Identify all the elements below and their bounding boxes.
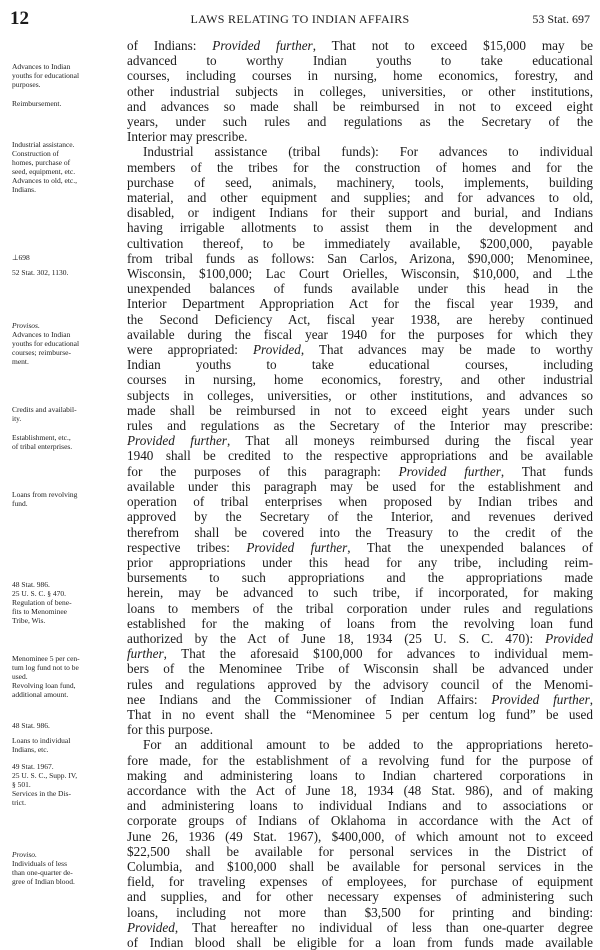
margin-note-line: courses; reimburse- — [12, 348, 71, 357]
body-line: of Indians: Provided further, That not to exceed $15,000 may be — [127, 38, 593, 53]
margin-note-line: homes, purchase of — [12, 158, 71, 167]
body-line: Industrial assistance (tribal funds): For advances to individual — [143, 144, 593, 160]
margin-note-line: youths for educational — [12, 339, 80, 348]
body-line: loans to members of the tribal corporation under rules and regulations — [127, 600, 593, 616]
body-line: years, under such rules and regulations as the Secretary of the — [127, 114, 593, 130]
margin-note-line: of tribal enterprises. — [12, 442, 73, 451]
margin-note-line: ⊥698 — [12, 253, 30, 262]
statute-reference: 53 Stat. 697 — [532, 12, 590, 26]
body-line: made shall be reimbursed in not to exceed eight years under such — [127, 402, 593, 418]
body-line: of Indian blood shall be eligible for a loan from funds made available — [127, 934, 593, 950]
margin-note-line: ment. — [12, 357, 29, 366]
body-line: further, That the aforesaid $100,000 for advances to individual mem- — [127, 646, 593, 662]
body-line: Interior may prescribe. — [127, 129, 248, 145]
margin-note-line: Industrial assistance. — [12, 140, 75, 149]
margin-note — [4, 62, 112, 89]
margin-note-line: Regulation of bene- — [12, 598, 72, 607]
body-line: cultivation thereof, to be immediately available, $200,000, payable — [127, 235, 593, 251]
margin-note-line: seed, equipment, etc. — [12, 167, 76, 176]
body-line: and supplies, and for other necessary expenses of administering such — [127, 889, 593, 905]
margin-note-line: Provisos. — [12, 321, 40, 330]
margin-note-line: 48 Stat. 986. — [12, 580, 50, 589]
body-line: available during the fiscal year 1940 for the purposes for which they — [127, 326, 593, 342]
margin-note-line: used. — [12, 672, 28, 681]
body-line: rules and regulations approved by the advisory council of the Menomi- — [127, 676, 593, 692]
margin-note — [4, 268, 112, 277]
body-line: material, and other equipment and supplies; and for advances to old, — [127, 190, 593, 206]
margin-note-line: 25 U. S. C. § 470. — [12, 589, 66, 598]
body-line: and administering loans to individual Indians and to associations or — [127, 798, 593, 814]
margin-note — [4, 99, 112, 108]
margin-note-line: fund. — [12, 499, 28, 508]
body-line: subjects in colleges, universities, or other institutions, and advances so — [127, 387, 593, 403]
page-header — [10, 8, 590, 28]
body-line: herein, may be advanced to such tribe, if incorporated, for making — [127, 585, 593, 601]
margin-note-line: Proviso. — [12, 850, 37, 859]
body-line: bers of the Menominee Tribe of Wisconsin shall be advanced under — [127, 661, 593, 677]
body-line: courses, including courses in nursing, home economics, forestry, and — [127, 68, 593, 84]
margin-note — [4, 762, 112, 807]
body-line: authorized by the Act of June 18, 1934 (25 U. S. C. 470): Provided — [127, 630, 593, 646]
body-line: 1940 shall be credited to the respective appropriations and be available — [127, 448, 593, 464]
body-line: unexpended balances of funds available under this head in the — [127, 281, 593, 297]
margin-note-line: Services in the Dis- — [12, 789, 71, 798]
margin-note — [4, 721, 112, 730]
margin-note-line: 48 Stat. 986. — [12, 721, 50, 730]
margin-note-line: Advances to Indian — [12, 330, 71, 339]
margin-note-line: Menominee 5 per cen- — [12, 654, 80, 663]
body-line: Interior Department Appropriation Act for the fiscal year 1939, and — [127, 296, 593, 312]
body-line: fore made, for the establishment of a revolving fund for the purpose of — [127, 752, 593, 768]
margin-note — [4, 736, 112, 754]
body-line: established for the making of loans from the revolving loan fund — [127, 615, 593, 631]
body-line: respective tribes: Provided further, That the unexpended balances of — [127, 539, 594, 555]
page-number: 12 — [10, 8, 29, 29]
margin-note — [4, 490, 112, 508]
body-line: advanced to worthy Indian youths to take educational — [127, 53, 593, 69]
body-line: field, for traveling expenses of employees, for purchase of equipment — [127, 874, 593, 890]
margin-note-line: Revolving loan fund, — [12, 681, 76, 690]
body-line: having irrigable allotments to assist them in the development and — [127, 220, 593, 236]
margin-note-line: trict. — [12, 798, 26, 807]
body-line: bursements to such appropriations and the appropriations made — [127, 570, 593, 586]
body-line: operation of tribal enterprises when proposed by Indian tribes and — [127, 494, 593, 510]
margin-note-line: Reimbursement. — [12, 99, 62, 108]
body-line: Wisconsin, $100,000; Lac Court Orielles, Wisconsin, $10,000, and ⊥the — [127, 266, 593, 282]
margin-note-line: Individuals of less — [12, 859, 67, 868]
margin-note-line: Indians, etc. — [12, 745, 49, 754]
margin-note-line: Construction of — [12, 149, 59, 158]
margin-note-line: purposes. — [12, 80, 41, 89]
body-line: therefrom shall be covered into the Treasury to the credit of the — [127, 524, 593, 540]
body-line: and advances so made shall be reimbursed in not to exceed eight — [127, 98, 593, 114]
body-line: making and administering loans to Indian chartered corporations in — [127, 767, 593, 783]
body-line: other industrial subjects in colleges, universities, or other institutions, — [127, 83, 593, 99]
body-line: approved by the Secretary of the Interior, and revenues derived — [127, 509, 593, 525]
body-line: from tribal funds as follows: San Carlos, Arizona, $90,000; Menominee, — [127, 250, 593, 266]
body-line: That in no event shall the “Menominee 5 per centum log fund” be used — [127, 706, 593, 722]
body-line: courses in nursing, home economics, forestry, and other industrial — [127, 372, 593, 388]
margin-note — [4, 140, 112, 194]
body-line: prior appropriations under this head for any tribe, including reim- — [127, 554, 593, 570]
body-line: were appropriated: Provided, That advances may be made to worthy — [127, 342, 593, 358]
running-title: LAWS RELATING TO INDIAN AFFAIRS — [190, 12, 410, 26]
body-line: disabled, or indigent Indians for their support and burial, and Indians — [127, 205, 593, 221]
body-line: accordance with the Act of June 18, 1934 (48 Stat. 986), and of making — [127, 782, 593, 798]
margin-note — [4, 321, 112, 366]
body-line: Indian youths to take educational courses, including — [127, 357, 593, 373]
body-line: rules and regulations as the Secretary of the Interior may prescribe: — [127, 418, 593, 434]
margin-note — [4, 253, 112, 262]
body-line: members of the tribes for the construction of homes and for the — [127, 159, 593, 175]
margin-note-line: tum log fund not to be — [12, 663, 79, 672]
margin-note-line: Indians. — [12, 185, 36, 194]
margin-note-line: Tribe, Wis. — [12, 616, 46, 625]
body-line: June 26, 1936 (49 Stat. 1967), $400,000, of which amount not to exceed — [127, 828, 593, 844]
body-line: the Second Deficiency Act, fiscal year 1938, are hereby continued — [127, 311, 593, 327]
margin-note — [4, 654, 112, 699]
body-line: Provided further, That all moneys reimbursed during the fiscal year — [127, 433, 594, 449]
body-text — [127, 38, 593, 950]
body-line: Provided, That hereafter no individual of less than one-quarter degree — [127, 919, 593, 935]
margin-note-line: additional amount. — [12, 690, 69, 699]
margin-note — [4, 433, 112, 451]
margin-note-line: 49 Stat. 1967. — [12, 762, 54, 771]
margin-note-line: 25 U. S. C., Supp. IV, — [12, 771, 78, 780]
body-line: for the purposes of this paragraph: Provided further, That funds — [127, 463, 594, 479]
margin-note-line: Advances to Indian — [12, 62, 71, 71]
margin-note-line: 52 Stat. 302, 1130. — [12, 268, 69, 277]
body-line: available under this paragraph may be used for the establishment and — [127, 478, 593, 494]
body-line: for this purpose. — [127, 722, 214, 738]
margin-note-line: gree of Indian blood. — [12, 877, 75, 886]
margin-note — [4, 580, 112, 625]
margin-note-line: than one-quarter de- — [12, 868, 73, 877]
margin-note-line: Credits and availabil- — [12, 405, 77, 414]
body-line: $22,500 shall be available for personal services in the District of — [127, 843, 593, 859]
margin-note-line: fits to Menominee — [12, 607, 67, 616]
margin-note — [4, 850, 112, 886]
margin-note-line: Loans from revolving — [12, 490, 78, 499]
body-line: Columbia, and $100,000 shall be available for personal services in the — [127, 858, 593, 874]
body-line: purchase of seed, animals, machinery, tools, implements, building — [127, 174, 593, 190]
margin-note-line: § 501. — [12, 780, 31, 789]
margin-note-line: Advances to old, etc., — [12, 176, 77, 185]
body-line: corporate groups of Indians of Oklahoma in accordance with the Act of — [127, 813, 593, 829]
margin-note-line: youths for educational — [12, 71, 80, 80]
margin-note-line: Loans to individual — [12, 736, 71, 745]
body-line: For an additional amount to be added to the appropriations hereto- — [143, 737, 593, 753]
margin-note-line: Establishment, etc., — [12, 433, 71, 442]
margin-note-line: ity. — [12, 414, 22, 423]
body-line: loans, including not more than $3,500 for printing and binding: — [127, 904, 593, 920]
body-line: nee Indians and the Commissioner of Indian Affairs: Provided further, — [127, 691, 593, 707]
margin-note — [4, 405, 112, 423]
